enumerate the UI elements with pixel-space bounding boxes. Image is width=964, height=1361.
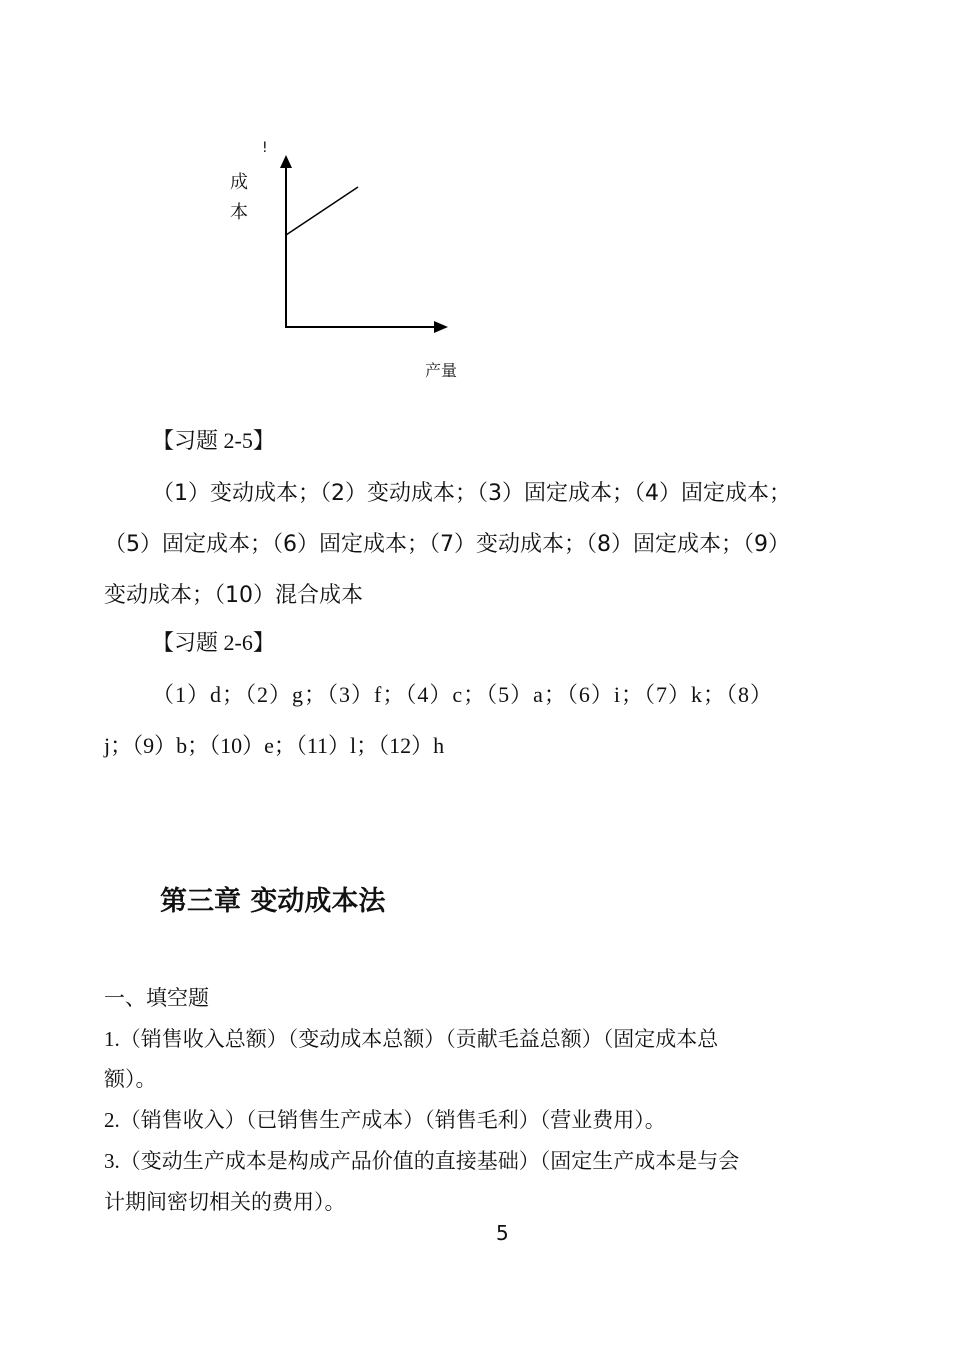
section-line: 2.（销售收入）（已销售生产成本）（销售毛利）（营业费用）。 <box>104 1108 666 1132</box>
exercise-2-5-line: （1）变动成本；（2）变动成本；（3）固定成本；（4）固定成本； <box>152 481 791 506</box>
x-axis-label: 产量 <box>425 361 458 380</box>
exercise-2-6-line: j；（9）b；（10）e；（11）l；（12）h <box>104 733 445 758</box>
section-line: 3.（变动生产成本是构成产品价值的直接基础）（固定生产成本是与会 <box>104 1149 740 1173</box>
section-line: 计期间密切相关的费用）。 <box>104 1190 346 1214</box>
y-axis-arrow <box>280 155 292 168</box>
cost-line <box>286 187 358 235</box>
exercise-2-6-line: （1）d；（2）g；（3）f；（4）c；（5）a；（6）i；（7）k；（8） <box>152 682 773 707</box>
y-axis-label <box>228 168 250 228</box>
y-axis-label-char: 本 <box>230 202 248 223</box>
page-number: 5 <box>496 1221 509 1245</box>
exercise-2-6-title: 【习题 2-6】 <box>152 630 275 655</box>
cost-output-graph <box>220 138 480 388</box>
y-axis-tick-glyph: ! <box>262 140 268 156</box>
y-axis-label-char: 成 <box>230 172 248 193</box>
section-heading: 一、填空题 <box>104 986 209 1010</box>
exercise-2-5-line: 变动成本；（10）混合成本 <box>104 583 363 608</box>
cost-output-figure <box>220 138 480 388</box>
x-axis-arrow <box>434 321 448 333</box>
section-line: 额）。 <box>104 1067 157 1091</box>
exercise-2-5-line: （5）固定成本；（6）固定成本；（7）变动成本；（8）固定成本；（9） <box>104 532 790 557</box>
section-line: 1.（销售收入总额）（变动成本总额）（贡献毛益总额）（固定成本总 <box>104 1027 719 1051</box>
exercise-2-5-title: 【习题 2-5】 <box>152 428 275 453</box>
chapter-title: 第三章 变动成本法 <box>160 886 386 917</box>
